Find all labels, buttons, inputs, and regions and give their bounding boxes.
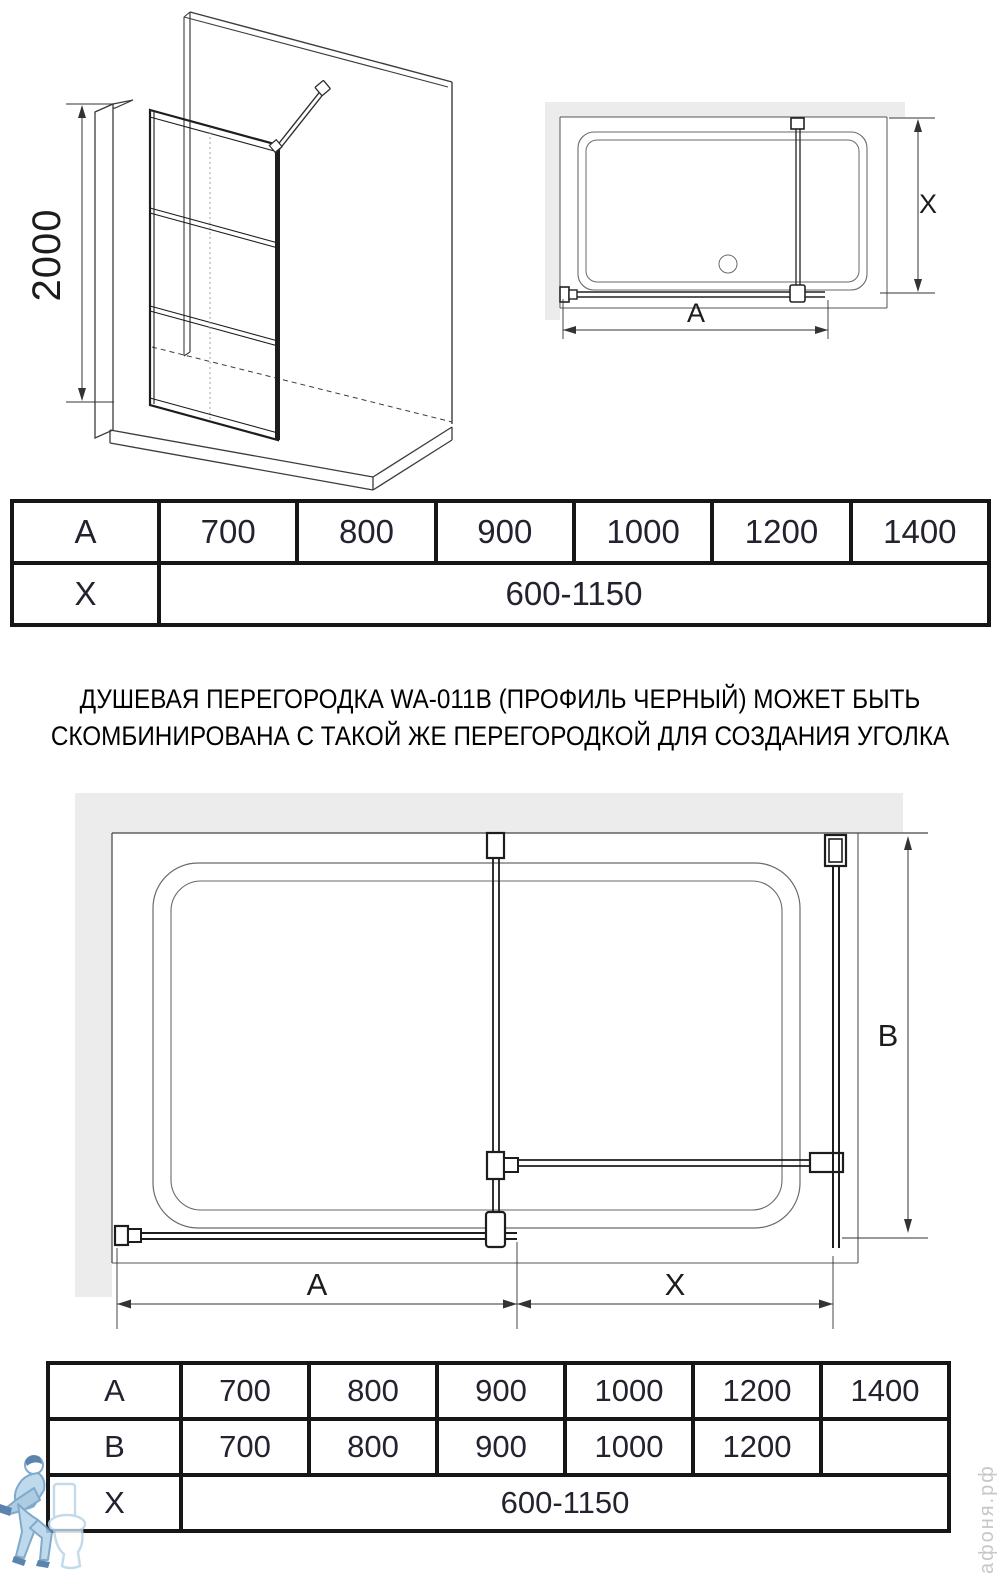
plan-view-single: [540, 92, 950, 352]
dim-x-label: X: [918, 189, 938, 219]
size-table-single: [10, 499, 991, 627]
table-cell-empty: [821, 1419, 949, 1475]
table-cell: 700: [159, 501, 297, 563]
site-watermark: афоня.рф: [976, 1464, 998, 1574]
shower-tray: [578, 132, 867, 290]
table-cell: 1000: [565, 1419, 693, 1475]
row-label: B: [48, 1419, 181, 1475]
wall: [545, 102, 905, 320]
table-row: [48, 1363, 949, 1419]
table-row: [12, 563, 989, 625]
toilet-icon: [49, 1484, 85, 1568]
glass-clamp: [486, 1212, 505, 1247]
table-cell: 1400: [851, 501, 989, 563]
support-bar: [269, 80, 330, 152]
glass-clamp: [790, 285, 805, 302]
side-wall-stub: [95, 100, 133, 438]
table-cell: 900: [436, 501, 574, 563]
plumber-icon: [0, 1455, 52, 1568]
support-bar: [790, 118, 805, 302]
shower-tray: [110, 427, 452, 490]
table-cell: 1200: [693, 1363, 821, 1419]
wall-anchor: [487, 833, 504, 858]
table-cell: 1000: [565, 1363, 693, 1419]
support-bar-1: [486, 833, 518, 1247]
table-cell: 900: [437, 1419, 565, 1475]
description-heading: [0, 681, 1000, 755]
support-bar-2: [517, 1153, 843, 1172]
table-row: [48, 1475, 949, 1531]
shower-tray: [153, 863, 800, 1228]
tee-connector: [487, 1152, 504, 1179]
row-label: X: [12, 563, 159, 625]
isometric-view: [0, 0, 520, 500]
plan-view-corner: [30, 780, 970, 1340]
dim-a-label: A: [306, 1267, 328, 1302]
row-label: A: [12, 501, 159, 563]
wall-bracket: [115, 1226, 128, 1245]
table-row: [12, 501, 989, 563]
table-row: [48, 1419, 949, 1475]
glass-screen-2: [825, 835, 846, 1248]
dim-x-label: X: [664, 1267, 686, 1302]
table-cell: 600-1150: [159, 563, 989, 625]
dimension-a: [117, 1242, 833, 1329]
heading-line-1: ДУШЕВАЯ ПЕРЕГОРОДКА WA-011B (ПРОФИЛЬ ЧЕРНЫЙ) МОЖЕТ БЫТЬ: [79, 684, 921, 714]
drain: [719, 255, 737, 273]
back-wall: [152, 12, 452, 424]
table-cell: 600-1150: [181, 1475, 949, 1531]
size-table-corner: [46, 1361, 951, 1533]
wall-anchor: [791, 118, 804, 129]
row-label: X: [48, 1475, 181, 1531]
table-cell: 900: [437, 1363, 565, 1419]
table-cell: 1000: [574, 501, 712, 563]
table-cell: 700: [181, 1419, 309, 1475]
table-cell: 700: [181, 1363, 309, 1419]
plumber-mascot-watermark: [0, 1448, 106, 1574]
table-cell: 1200: [693, 1419, 821, 1475]
table-cell: 800: [297, 501, 435, 563]
table-cell: 800: [309, 1363, 437, 1419]
table-cell: 800: [309, 1419, 437, 1475]
dim-b-label: B: [877, 1018, 899, 1053]
glass-screen-1: [115, 1226, 517, 1245]
row-label: A: [48, 1363, 181, 1419]
table-cell: 1400: [821, 1363, 949, 1419]
heading-line-2: СКОМБИНИРОВАНА С ТАКОЙ ЖЕ ПЕРЕГОРОДКОЙ ДЛЯ СОЗДАНИЯ УГОЛКА: [50, 721, 950, 751]
height-dimension-label: 2000: [25, 208, 69, 302]
table-cell: 1200: [712, 501, 850, 563]
dim-a-label: A: [686, 298, 706, 328]
wall-bracket: [560, 287, 569, 302]
glass-panel: [150, 110, 278, 440]
